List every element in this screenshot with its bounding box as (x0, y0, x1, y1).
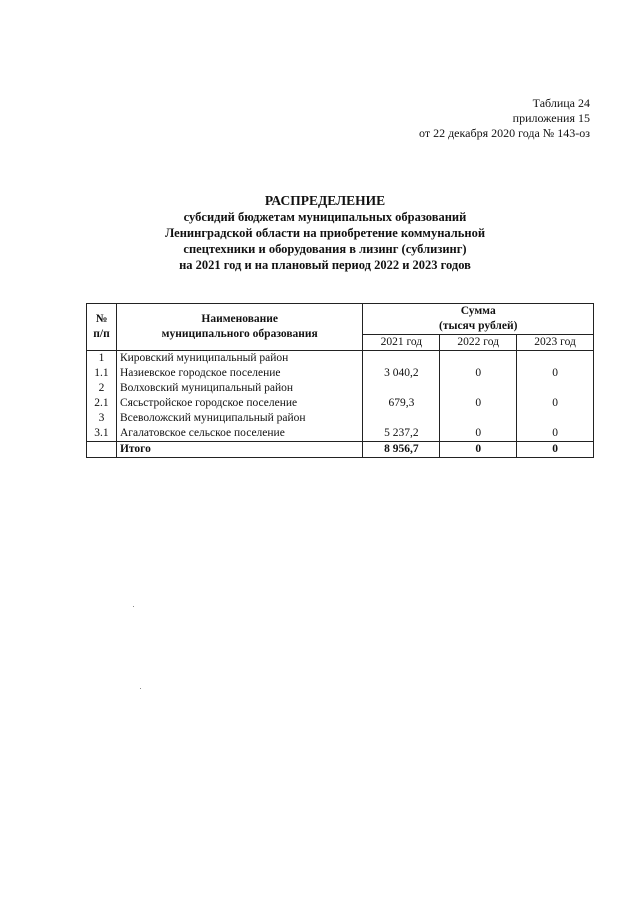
row-value-2022: 0 (440, 396, 517, 411)
row-value-2021: 3 040,2 (363, 366, 440, 381)
header-year-2021: 2021 год (363, 335, 440, 351)
header-year-2023: 2023 год (517, 335, 594, 351)
row-value-2021: 679,3 (363, 396, 440, 411)
document-title (150, 193, 500, 273)
row-name: Всеволожский муниципальный район (116, 411, 362, 426)
title-line-1: субсидий бюджетам муниципальных образований (183, 210, 467, 224)
scan-speck (140, 688, 141, 689)
row-value-2022: 0 (440, 366, 517, 381)
table-row (87, 411, 594, 426)
row-value-2022 (440, 411, 517, 426)
row-value-2023 (517, 411, 594, 426)
row-value-2023 (517, 351, 594, 367)
distribution-table (86, 303, 594, 458)
row-value-2023: 0 (517, 366, 594, 381)
annotation-table-number: Таблица 24 (532, 96, 590, 110)
title-heading: РАСПРЕДЕЛЕНИЕ (264, 193, 386, 208)
row-value-2023: 0 (517, 426, 594, 442)
row-number: 1.1 (87, 366, 117, 381)
table-total-row (87, 442, 594, 458)
header-number (87, 304, 117, 351)
annotation-appendix: приложения 15 (512, 111, 590, 125)
row-value-2023 (517, 381, 594, 396)
total-label: Итого (116, 442, 362, 458)
title-line-4: на 2021 год и на плановый период 2022 и 2023 годов (179, 258, 471, 272)
header-name (116, 304, 362, 351)
row-number: 1 (87, 351, 117, 367)
row-name: Агалатовское сельское поселение (116, 426, 362, 442)
title-line-2: Ленинградской области на приобретение коммунальной (164, 226, 486, 240)
row-name: Назиевское городское поселение (116, 366, 362, 381)
row-number: 2 (87, 381, 117, 396)
total-number-cell (87, 442, 117, 458)
table-row (87, 381, 594, 396)
header-sum (363, 304, 594, 335)
row-name: Сясьстройское городское поселение (116, 396, 362, 411)
table-header-row (87, 304, 594, 335)
total-value-2021: 8 956,7 (363, 442, 440, 458)
title-line-3: спецтехники и оборудования в лизинг (сублизинг) (183, 242, 467, 256)
row-number: 2.1 (87, 396, 117, 411)
row-value-2021 (363, 351, 440, 367)
row-number: 3 (87, 411, 117, 426)
header-year-2022: 2022 год (440, 335, 517, 351)
row-value-2021: 5 237,2 (363, 426, 440, 442)
annotation-law-date: от 22 декабря 2020 года № 143-оз (418, 126, 590, 140)
total-value-2022: 0 (440, 442, 517, 458)
scan-speck (133, 606, 134, 607)
header-sum-line-2: (тысяч рублей) (438, 320, 518, 332)
table-row (87, 366, 594, 381)
row-value-2021 (363, 411, 440, 426)
header-name-line-2: муниципального образования (161, 328, 318, 340)
table-row (87, 351, 594, 367)
row-name: Волховский муниципальный район (116, 381, 362, 396)
total-value-2023: 0 (517, 442, 594, 458)
header-number-sign: № (95, 313, 108, 325)
row-value-2022: 0 (440, 426, 517, 442)
document-annotation (410, 96, 590, 141)
row-name: Кировский муниципальный район (116, 351, 362, 367)
row-value-2021 (363, 381, 440, 396)
table-row (87, 426, 594, 442)
header-sum-line-1: Сумма (460, 305, 496, 317)
table-row (87, 396, 594, 411)
row-value-2022 (440, 381, 517, 396)
header-number-abbr: п/п (93, 328, 110, 340)
header-name-line-1: Наименование (201, 313, 279, 325)
row-value-2022 (440, 351, 517, 367)
row-number: 3.1 (87, 426, 117, 442)
row-value-2023: 0 (517, 396, 594, 411)
